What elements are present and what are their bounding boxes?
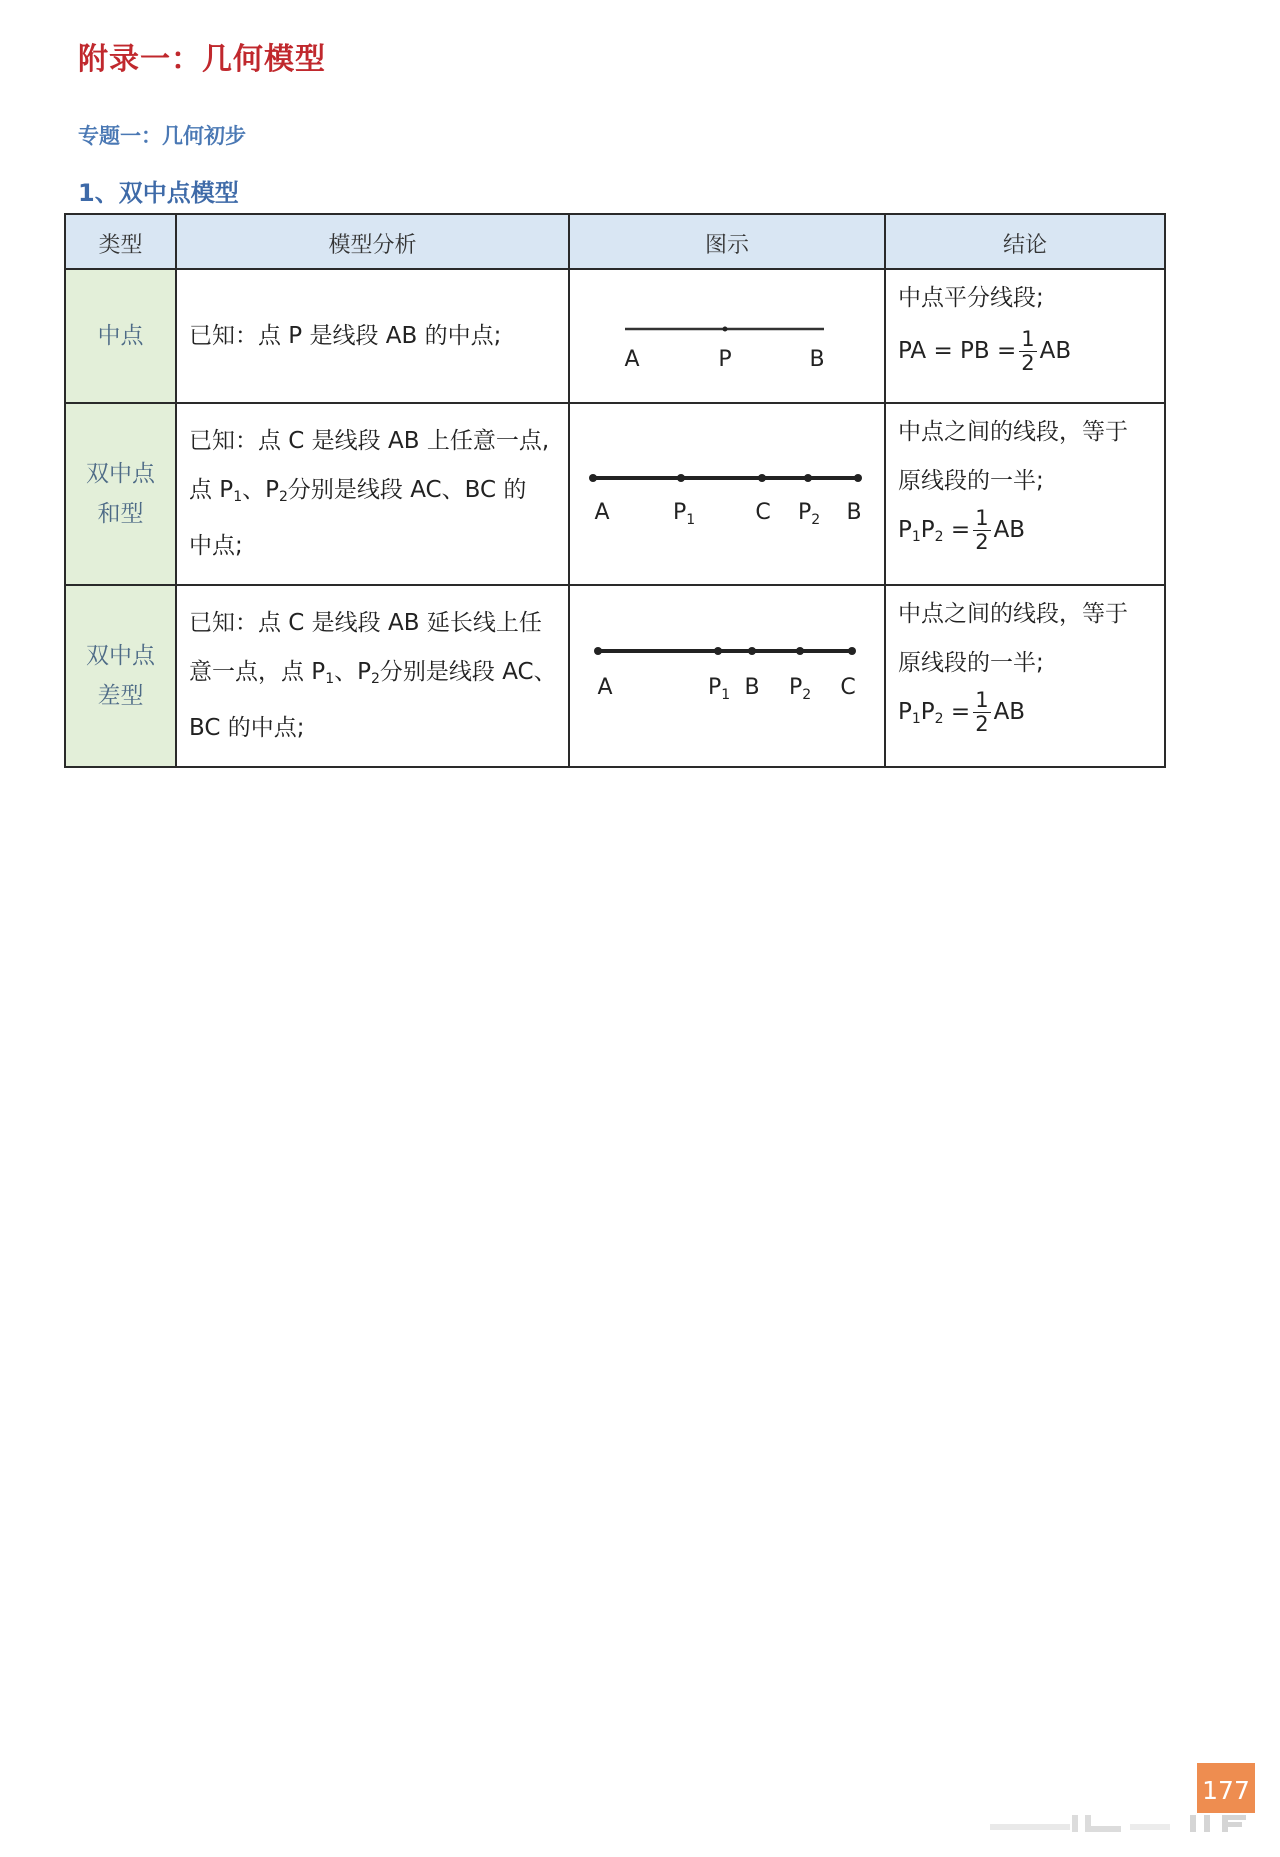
label-b: B: [809, 347, 825, 372]
footer-bar: [1072, 1815, 1078, 1832]
midpoint-diagram: [570, 270, 886, 398]
conclusion-cell: [885, 403, 1165, 585]
header-type: 类型: [65, 214, 176, 269]
point-p1: [677, 474, 685, 482]
diagram-cell: [569, 403, 885, 585]
conclusion-line2: 原线段的一半;: [898, 650, 1044, 676]
footer-bar: [1190, 1815, 1196, 1832]
conclusion-cell: [885, 269, 1165, 403]
appendix-title: 附录一：几何模型: [78, 42, 326, 77]
type-label-line2: 差型: [97, 683, 144, 709]
point-p: [723, 327, 728, 332]
label-b: B: [846, 500, 862, 525]
type-label-line2: 和型: [97, 501, 144, 527]
point-c: [758, 474, 766, 482]
label-c: C: [840, 675, 856, 700]
diagram-cell: [569, 269, 885, 403]
label-p: P: [718, 347, 732, 372]
type-cell: [65, 269, 176, 403]
page-number-badge: 177: [1197, 1763, 1255, 1813]
analysis-cell: [176, 269, 569, 403]
analysis-line2: 意一点，点 $P_1$、$P_2$分别是线段 AC、: [189, 659, 557, 687]
analysis-line1: 已知：点 C 是线段 AB 延长线上任: [189, 610, 542, 636]
footer-bar: [1130, 1824, 1170, 1830]
analysis-cell: [176, 585, 569, 767]
table-header-row: [65, 214, 1165, 269]
formula-right: AB: [1039, 338, 1072, 364]
point-a: [589, 474, 597, 482]
analysis-line2: 点 $P_1$、$P_2$分别是线段 AC、BC 的: [189, 477, 527, 505]
table-row-double-midpoint-sum: [65, 403, 1165, 585]
type-label-line1: 双中点: [86, 643, 155, 669]
fraction-half: $\frac{1}{2}$: [975, 688, 989, 736]
conclusion-line2: 原线段的一半;: [898, 468, 1044, 494]
point-b: [854, 474, 862, 482]
double-midpoint-difference-diagram: [570, 586, 886, 762]
conclusion-line1: 中点之间的线段，等于: [898, 419, 1128, 445]
footer-bar: [1204, 1815, 1210, 1832]
label-p1: $P_1$: [708, 675, 731, 703]
header-diagram: 图示: [569, 214, 885, 269]
point-c: [848, 647, 856, 655]
header-analysis: 模型分析: [176, 214, 569, 269]
type-label-line1: 双中点: [86, 461, 155, 487]
type-label: 中点: [97, 323, 144, 349]
label-a: A: [594, 500, 610, 525]
label-b: B: [744, 675, 760, 700]
footer-bar: [1228, 1815, 1246, 1820]
footer-bar: [990, 1824, 1070, 1830]
conclusion-text: 中点平分线段;: [898, 285, 1044, 311]
type-cell: [65, 585, 176, 767]
conclusion-cell: [885, 585, 1165, 767]
footer-decoration: [990, 1812, 1260, 1834]
fraction-half: $\frac{1}{2}$: [975, 506, 989, 554]
type-cell: [65, 403, 176, 585]
formula-left: PA = PB =: [898, 338, 1017, 364]
fraction-numerator: 1: [1021, 327, 1035, 351]
section-title: 1、双中点模型: [78, 179, 239, 207]
fraction-half: [1019, 328, 1036, 375]
analysis-line3: BC 的中点;: [189, 715, 305, 741]
header-conclusion: 结论: [885, 214, 1165, 269]
table-row-midpoint: [65, 269, 1165, 403]
label-c: C: [755, 500, 771, 525]
label-p2: $P_2$: [789, 675, 812, 703]
analysis-cell: [176, 403, 569, 585]
label-a: A: [597, 675, 613, 700]
footer-bar: [1085, 1815, 1091, 1832]
double-midpoint-sum-diagram: [570, 404, 886, 580]
fraction-denominator: 2: [1021, 351, 1035, 375]
label-p2: $P_2$: [798, 500, 821, 528]
footer-bar: [1222, 1815, 1228, 1832]
topic-title: 专题一：几何初步: [78, 124, 246, 148]
footer-bar: [1228, 1822, 1242, 1827]
footer-bar: [1091, 1826, 1121, 1832]
conclusion-line1: 中点之间的线段，等于: [898, 601, 1128, 627]
point-p2: [796, 647, 804, 655]
label-a: A: [624, 347, 640, 372]
point-b: [748, 647, 756, 655]
diagram-cell: [569, 585, 885, 767]
conclusion-formula: $P_1P_2$ = $\frac{1}{2}$ AB: [898, 506, 1026, 554]
point-p1: [714, 647, 722, 655]
conclusion-formula: [898, 327, 1156, 376]
point-a: [594, 647, 602, 655]
label-p1: $P_1$: [673, 500, 696, 528]
point-p2: [804, 474, 812, 482]
analysis-line3: 中点;: [189, 533, 243, 559]
conclusion-formula: $P_1P_2$ = $\frac{1}{2}$ AB: [898, 688, 1026, 736]
table-row-double-midpoint-difference: [65, 585, 1165, 767]
analysis-line1: 已知：点 C 是线段 AB 上任意一点,: [189, 428, 550, 454]
double-midpoint-model-table: [64, 213, 1166, 768]
analysis-text: 已知：点 P 是线段 AB 的中点;: [189, 322, 502, 349]
